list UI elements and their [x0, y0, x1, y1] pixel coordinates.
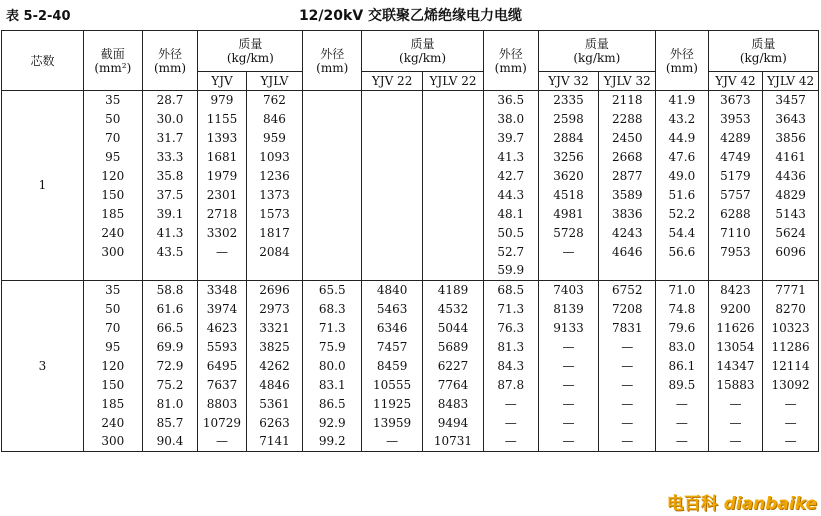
header-outer-dia-2: 外径 (mm): [303, 31, 362, 91]
table-row: [2, 394, 819, 413]
table-cell: [362, 242, 423, 261]
table-cell: 9200: [708, 300, 763, 319]
table-cell: 3836: [599, 204, 656, 223]
table-cell: 11626: [708, 319, 763, 338]
header-outer-dia-4: 外径 (mm): [656, 31, 709, 91]
table-cell: 12114: [763, 356, 819, 375]
table-cell: —: [538, 394, 599, 413]
table-cell: —: [656, 413, 709, 432]
table-cell: 59.9: [483, 261, 538, 280]
table-cell: 11286: [763, 338, 819, 357]
table-cell: 4532: [423, 300, 484, 319]
table-cell: 11925: [362, 394, 423, 413]
table-cell: 86.5: [303, 394, 362, 413]
table-cell: 959: [246, 129, 303, 148]
table-cell: 85.7: [142, 413, 198, 432]
table-cell: 150: [83, 375, 142, 394]
table-cell: 81.3: [483, 338, 538, 357]
table-cell: [303, 91, 362, 110]
table-cell: 75.9: [303, 338, 362, 357]
table-row: [2, 300, 819, 319]
table-cell: 30.0: [142, 110, 198, 129]
table-cell: 38.0: [483, 110, 538, 129]
table-cell: [303, 242, 362, 261]
table-cell: 31.7: [142, 129, 198, 148]
table-cell: [303, 110, 362, 129]
table-cell: 4161: [763, 148, 819, 167]
table-cell: —: [483, 413, 538, 432]
table-cell: 4981: [538, 204, 599, 223]
table-cell: [362, 148, 423, 167]
table-cell: 5593: [198, 338, 246, 357]
table-cell: 15883: [708, 375, 763, 394]
table-cell: 240: [83, 413, 142, 432]
table-cell: 72.9: [142, 356, 198, 375]
table-cell: 185: [83, 204, 142, 223]
table-cell: 65.5: [303, 280, 362, 299]
table-cell: 2973: [246, 300, 303, 319]
table-cell: 2335: [538, 91, 599, 110]
table-cell: 79.6: [656, 319, 709, 338]
table-cell: 300: [83, 242, 142, 261]
table-cell: 52.2: [656, 204, 709, 223]
table-cell: 48.1: [483, 204, 538, 223]
table-cell: 8270: [763, 300, 819, 319]
table-cell: 75.2: [142, 375, 198, 394]
table-cell: 51.6: [656, 185, 709, 204]
table-cell: 83.0: [656, 338, 709, 357]
table-cell: 70: [83, 319, 142, 338]
table-row: [2, 261, 819, 280]
table-cell: 99.2: [303, 432, 362, 451]
header-mass-3: 质量 (kg/km): [538, 31, 656, 72]
table-cell: 846: [246, 110, 303, 129]
table-cell: 4436: [763, 167, 819, 186]
header-mass-2: 质量 (kg/km): [362, 31, 484, 72]
table-cell: 3953: [708, 110, 763, 129]
header-yjv42: YJV 42: [708, 72, 763, 91]
table-cell: 71.3: [483, 300, 538, 319]
table-cell: 3321: [246, 319, 303, 338]
table-cell: 39.1: [142, 204, 198, 223]
table-cell: —: [599, 413, 656, 432]
table-row: [2, 204, 819, 223]
table-cell: 92.9: [303, 413, 362, 432]
table-cell: —: [599, 338, 656, 357]
table-row: [2, 356, 819, 375]
table-cell: 28.7: [142, 91, 198, 110]
table-cell: 95: [83, 338, 142, 357]
table-cell: 979: [198, 91, 246, 110]
table-cell: 5361: [246, 394, 303, 413]
table-cell: 44.3: [483, 185, 538, 204]
table-cell: 42.7: [483, 167, 538, 186]
table-cell: 8423: [708, 280, 763, 299]
table-cell: 2718: [198, 204, 246, 223]
table-row: [2, 242, 819, 261]
table-row: [2, 280, 819, 299]
table-cell: 47.6: [656, 148, 709, 167]
table-cell: [362, 129, 423, 148]
table-cell: 83.1: [303, 375, 362, 394]
table-cell: —: [538, 432, 599, 451]
table-cell: 150: [83, 185, 142, 204]
table-cell: 68.5: [483, 280, 538, 299]
table-cell: 1817: [246, 223, 303, 242]
header-mass-1: 质量 (kg/km): [198, 31, 303, 72]
table-row: [2, 432, 819, 451]
table-cell: 6263: [246, 413, 303, 432]
table-cell: 86.1: [656, 356, 709, 375]
table-cell: 13959: [362, 413, 423, 432]
table-cell: [599, 261, 656, 280]
table-cell: [423, 185, 484, 204]
table-cell: 54.4: [656, 223, 709, 242]
table-title: 12/20kV 交联聚乙烯绝缘电力电缆: [298, 8, 523, 24]
table-cell: [362, 185, 423, 204]
table-cell: 5179: [708, 167, 763, 186]
table-cell: 1393: [198, 129, 246, 148]
table-cell: 3457: [763, 91, 819, 110]
table-cell: 120: [83, 356, 142, 375]
table-cell: 3974: [198, 300, 246, 319]
table-cell: 7764: [423, 375, 484, 394]
table-cell: 3620: [538, 167, 599, 186]
table-cell: [423, 261, 484, 280]
table-cell: [362, 110, 423, 129]
table-cell: 5728: [538, 223, 599, 242]
table-cell: 7110: [708, 223, 763, 242]
table-cell: 2668: [599, 148, 656, 167]
core-count-cell: 3: [2, 280, 84, 451]
table-cell: —: [763, 394, 819, 413]
table-cell: 3589: [599, 185, 656, 204]
table-cell: 41.3: [142, 223, 198, 242]
table-row: [2, 223, 819, 242]
table-cell: 87.8: [483, 375, 538, 394]
table-cell: —: [198, 242, 246, 261]
table-cell: [362, 91, 423, 110]
table-cell: [362, 167, 423, 186]
table-row: [2, 129, 819, 148]
table-cell: 3643: [763, 110, 819, 129]
table-cell: 89.5: [656, 375, 709, 394]
table-cell: 6288: [708, 204, 763, 223]
table-cell: 6346: [362, 319, 423, 338]
table-cell: 7637: [198, 375, 246, 394]
table-cell: [423, 167, 484, 186]
table-cell: 6495: [198, 356, 246, 375]
header-yjlv42: YJLV 42: [763, 72, 819, 91]
table-cell: —: [708, 394, 763, 413]
table-cell: 50: [83, 300, 142, 319]
table-cell: 120: [83, 167, 142, 186]
table-cell: 1236: [246, 167, 303, 186]
table-cell: 3856: [763, 129, 819, 148]
table-cell: 2288: [599, 110, 656, 129]
table-cell: 44.9: [656, 129, 709, 148]
table-cell: 7831: [599, 319, 656, 338]
table-cell: 14347: [708, 356, 763, 375]
table-cell: —: [708, 413, 763, 432]
table-row: [2, 338, 819, 357]
table-cell: —: [599, 375, 656, 394]
header-outer-dia-3: 外径 (mm): [483, 31, 538, 91]
table-cell: —: [362, 432, 423, 451]
table-cell: 240: [83, 223, 142, 242]
table-cell: 50: [83, 110, 142, 129]
table-cell: 5689: [423, 338, 484, 357]
table-cell: 71.0: [656, 280, 709, 299]
table-cell: 43.2: [656, 110, 709, 129]
table-cell: 5624: [763, 223, 819, 242]
table-cell: —: [483, 394, 538, 413]
table-cell: 10555: [362, 375, 423, 394]
caption-row: [0, 0, 821, 28]
table-cell: 3348: [198, 280, 246, 299]
table-cell: 7141: [246, 432, 303, 451]
header-cores: 芯数: [2, 31, 84, 91]
table-body: [2, 91, 819, 452]
table-cell: —: [599, 394, 656, 413]
table-cell: 41.9: [656, 91, 709, 110]
table-row: [2, 375, 819, 394]
header-yjv22: YJV 22: [362, 72, 423, 91]
table-cell: —: [656, 394, 709, 413]
table-cell: 68.3: [303, 300, 362, 319]
core-count-cell: 1: [2, 91, 84, 281]
table-cell: 3825: [246, 338, 303, 357]
header-section: 截面 (mm²): [83, 31, 142, 91]
table-cell: 1573: [246, 204, 303, 223]
table-cell: 1373: [246, 185, 303, 204]
table-cell: 49.0: [656, 167, 709, 186]
table-cell: 8803: [198, 394, 246, 413]
table-cell: [538, 261, 599, 280]
table-cell: 61.6: [142, 300, 198, 319]
table-cell: 74.8: [656, 300, 709, 319]
table-cell: 35: [83, 91, 142, 110]
table-cell: 4243: [599, 223, 656, 242]
table-cell: 33.3: [142, 148, 198, 167]
table-row: [2, 167, 819, 186]
table-cell: 2877: [599, 167, 656, 186]
table-cell: 70: [83, 129, 142, 148]
table-cell: —: [538, 242, 599, 261]
table-cell: 1681: [198, 148, 246, 167]
table-row: [2, 148, 819, 167]
table-cell: 9133: [538, 319, 599, 338]
table-cell: 2696: [246, 280, 303, 299]
table-number: 表 5-2-40: [6, 9, 71, 24]
table-cell: [303, 167, 362, 186]
table-cell: 39.7: [483, 129, 538, 148]
table-row: [2, 110, 819, 129]
header-mass-4: 质量 (kg/km): [708, 31, 818, 72]
table-cell: 4262: [246, 356, 303, 375]
table-cell: —: [538, 338, 599, 357]
header-yjv: YJV: [198, 72, 246, 91]
table-cell: 2598: [538, 110, 599, 129]
table-cell: 7208: [599, 300, 656, 319]
table-cell: [362, 261, 423, 280]
table-cell: [423, 129, 484, 148]
table-cell: [423, 204, 484, 223]
table-cell: —: [483, 432, 538, 451]
table-cell: 69.9: [142, 338, 198, 357]
table-cell: 43.5: [142, 242, 198, 261]
table-cell: 95: [83, 148, 142, 167]
table-cell: —: [599, 356, 656, 375]
table-cell: 10323: [763, 319, 819, 338]
table-cell: 185: [83, 394, 142, 413]
table-cell: 3673: [708, 91, 763, 110]
table-cell: 6096: [763, 242, 819, 261]
table-row: [2, 185, 819, 204]
table-cell: 5757: [708, 185, 763, 204]
table-cell: 8139: [538, 300, 599, 319]
table-cell: —: [656, 432, 709, 451]
table-cell: 52.7: [483, 242, 538, 261]
table-cell: 4829: [763, 185, 819, 204]
table-row: [2, 413, 819, 432]
header-yjlv22: YJLV 22: [423, 72, 484, 91]
table-cell: 4189: [423, 280, 484, 299]
table-cell: 13092: [763, 375, 819, 394]
table-row: [2, 91, 819, 110]
table-cell: [246, 261, 303, 280]
table-cell: 71.3: [303, 319, 362, 338]
table-cell: 4518: [538, 185, 599, 204]
table-cell: 2084: [246, 242, 303, 261]
table-cell: —: [538, 356, 599, 375]
table-cell: [142, 261, 198, 280]
table-cell: 6752: [599, 280, 656, 299]
table-cell: 5463: [362, 300, 423, 319]
table-cell: [423, 223, 484, 242]
table-cell: [303, 185, 362, 204]
table-cell: [656, 261, 709, 280]
table-cell: 2450: [599, 129, 656, 148]
table-cell: 1093: [246, 148, 303, 167]
table-cell: 4749: [708, 148, 763, 167]
table-cell: 90.4: [142, 432, 198, 451]
table-cell: 4623: [198, 319, 246, 338]
table-cell: 56.6: [656, 242, 709, 261]
table-cell: 37.5: [142, 185, 198, 204]
table-cell: 9494: [423, 413, 484, 432]
table-cell: —: [708, 432, 763, 451]
table-cell: [362, 204, 423, 223]
table-cell: 13054: [708, 338, 763, 357]
table-cell: —: [763, 432, 819, 451]
table-cell: 66.5: [142, 319, 198, 338]
table-cell: [423, 91, 484, 110]
table-cell: 2301: [198, 185, 246, 204]
table-cell: —: [198, 432, 246, 451]
table-cell: 7457: [362, 338, 423, 357]
table-cell: [303, 204, 362, 223]
table-cell: [83, 261, 142, 280]
table-cell: 2118: [599, 91, 656, 110]
table-cell: 8483: [423, 394, 484, 413]
table-cell: —: [599, 432, 656, 451]
table-cell: 58.8: [142, 280, 198, 299]
header-yjlv: YJLV: [246, 72, 303, 91]
table-cell: 6227: [423, 356, 484, 375]
table-cell: 50.5: [483, 223, 538, 242]
table-cell: 7771: [763, 280, 819, 299]
table-cell: 4289: [708, 129, 763, 148]
table-cell: 5044: [423, 319, 484, 338]
table-cell: 36.5: [483, 91, 538, 110]
header-yjv32: YJV 32: [538, 72, 599, 91]
table-cell: 10729: [198, 413, 246, 432]
table-header: [2, 31, 819, 91]
header-yjlv32: YJLV 32: [599, 72, 656, 91]
table-cell: [423, 148, 484, 167]
table-cell: [423, 110, 484, 129]
table-cell: 35: [83, 280, 142, 299]
table-cell: 3302: [198, 223, 246, 242]
table-cell: 76.3: [483, 319, 538, 338]
table-cell: [303, 261, 362, 280]
table-cell: 41.3: [483, 148, 538, 167]
table-row: [2, 319, 819, 338]
table-cell: 4840: [362, 280, 423, 299]
table-cell: 1155: [198, 110, 246, 129]
table-cell: 35.8: [142, 167, 198, 186]
table-cell: —: [538, 413, 599, 432]
table-cell: [708, 261, 763, 280]
table-cell: —: [538, 375, 599, 394]
table-cell: 8459: [362, 356, 423, 375]
table-cell: [303, 223, 362, 242]
watermark-logo: 电百科 dianbaike: [666, 494, 817, 514]
table-cell: 4646: [599, 242, 656, 261]
table-cell: 762: [246, 91, 303, 110]
table-cell: 80.0: [303, 356, 362, 375]
table-cell: —: [763, 413, 819, 432]
table-cell: 300: [83, 432, 142, 451]
table-cell: [763, 261, 819, 280]
table-cell: [198, 261, 246, 280]
table-cell: 10731: [423, 432, 484, 451]
table-cell: 84.3: [483, 356, 538, 375]
table-cell: [303, 148, 362, 167]
table-cell: 5143: [763, 204, 819, 223]
cable-spec-table: [1, 30, 819, 452]
table-cell: 2884: [538, 129, 599, 148]
table-cell: 7953: [708, 242, 763, 261]
table-cell: [362, 223, 423, 242]
table-cell: [423, 242, 484, 261]
table-cell: [303, 129, 362, 148]
table-cell: 1979: [198, 167, 246, 186]
table-cell: 7403: [538, 280, 599, 299]
table-cell: 4846: [246, 375, 303, 394]
table-cell: 3256: [538, 148, 599, 167]
table-cell: 81.0: [142, 394, 198, 413]
header-outer-dia-1: 外径 (mm): [142, 31, 198, 91]
